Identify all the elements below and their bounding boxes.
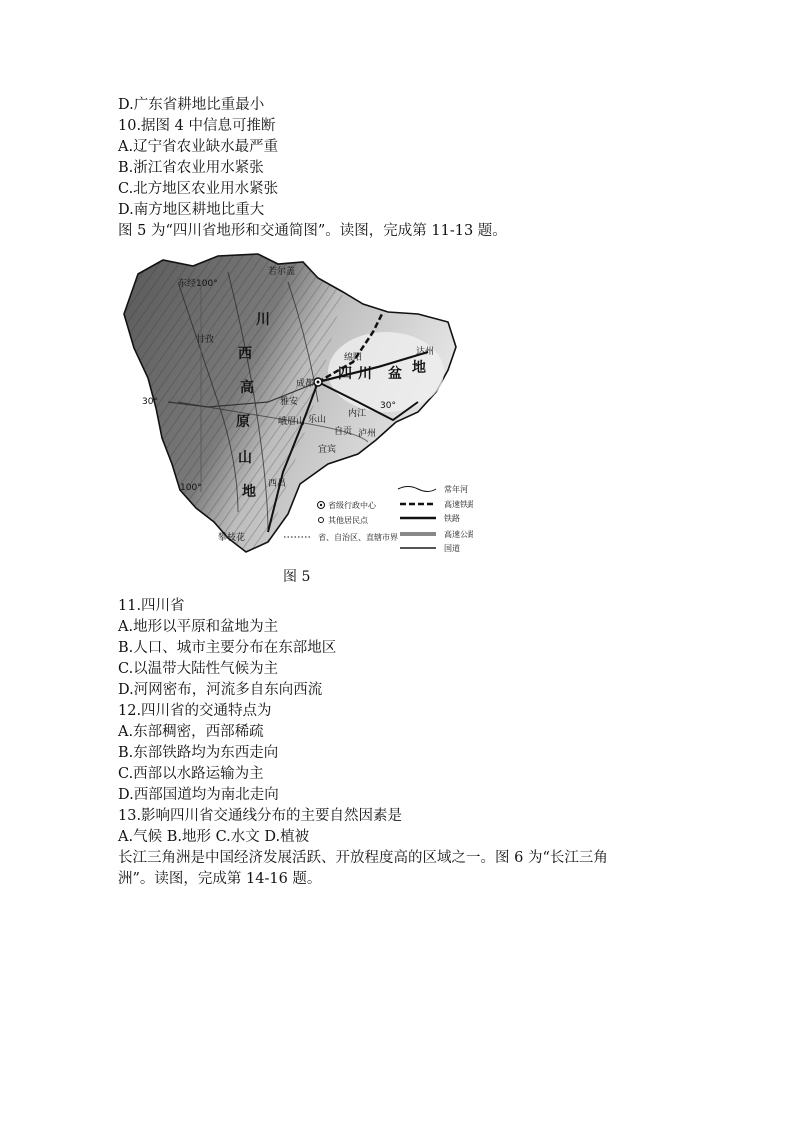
question-11: 11.四川省 (118, 598, 185, 614)
legend-capital: 省级行政中心 (328, 501, 376, 510)
label-lon-100-bottom: 100° (180, 483, 202, 493)
label-mianyang: 绵阳 (344, 353, 363, 363)
q12-option-c: C.西部以水路运输为主 (118, 766, 264, 782)
label-neijiang: 内江 (348, 409, 367, 419)
label-plateau-6: 地 (242, 484, 256, 500)
q11-option-d: D.河网密布，河流多自东向西流 (118, 682, 323, 698)
label-basin-2: 川 (358, 366, 372, 382)
label-plateau-4: 原 (236, 414, 250, 430)
label-chengdu: 成都 (296, 379, 315, 389)
q11-option-a: A.地形以平原和盆地为主 (118, 619, 279, 635)
label-lat-30-left: 30° (142, 397, 158, 407)
legend-river: 常年河 (444, 485, 468, 494)
label-panzhihua: 攀枝花 (218, 533, 246, 543)
legend-rail: 铁路 (444, 514, 460, 523)
question-10: 10.据图 4 中信息可推断 (118, 118, 276, 134)
label-plateau-5: 山 (238, 450, 252, 466)
q11-option-c: C.以温带大陆性气候为主 (118, 661, 279, 677)
legend-settlement: 其他居民点 (328, 516, 368, 525)
label-yibin: 宜宾 (318, 445, 337, 455)
legend-national-road: 国道 (444, 544, 460, 553)
label-lat-30-right: 30° (380, 401, 396, 411)
yangtze-delta-intro-2: 洲”。读图，完成第 14-16 题。 (118, 871, 322, 887)
legend-hsr: 高速铁路 (444, 500, 473, 509)
label-dazhou: 达州 (416, 347, 435, 357)
label-plateau-2: 西 (238, 346, 252, 362)
label-zigong: 自贡 (334, 427, 353, 437)
q10-option-d: D.南方地区耕地比重大 (118, 202, 265, 218)
legend-boundary: 省、自治区、直辖市界 (318, 533, 398, 542)
label-yaan: 雅安 (280, 397, 299, 407)
q10-option-b: B.浙江省农业用水紧张 (118, 160, 264, 176)
question-12: 12.四川省的交通特点为 (118, 703, 272, 719)
q10-option-c: C.北方地区农业用水紧张 (118, 181, 279, 197)
label-leshan: 乐山 (308, 415, 327, 425)
label-zoige: 若尔盖 (268, 267, 296, 277)
label-longitude-100: 东经100° (178, 279, 218, 289)
map-legend (284, 484, 473, 553)
figure-5-intro: 图 5 为“四川省地形和交通简图”。读图，完成第 11-13 题。 (118, 223, 507, 239)
yangtze-delta-intro-1: 长江三角洲是中国经济发展活跃、开放程度高的区域之一。图 6 为“长江三角 (118, 850, 608, 866)
sichuan-terrain-transport-map (118, 252, 473, 556)
label-emeishan: 峨眉山 (278, 417, 306, 427)
option-d-guangdong: D.广东省耕地比重最小 (118, 97, 265, 113)
label-ganzi: 甘孜 (196, 335, 215, 345)
question-13: 13.影响四川省交通线分布的主要自然因素是 (118, 808, 403, 824)
figure-5-caption: 图 5 (283, 569, 311, 585)
map-svg (118, 252, 473, 556)
label-plateau-1: 川 (256, 312, 270, 328)
label-basin-4: 地 (412, 360, 426, 376)
q13-options: A.气候 B.地形 C.水文 D.植被 (118, 829, 310, 845)
q12-option-b: B.东部铁路均为东西走向 (118, 745, 279, 761)
q12-option-a: A.东部稠密，西部稀疏 (118, 724, 264, 740)
q10-option-a: A.辽宁省农业缺水最严重 (118, 139, 279, 155)
legend-expressway: 高速公路 (444, 530, 473, 539)
label-basin-1: 四 (338, 366, 352, 382)
q12-option-d: D.西部国道均为南北走向 (118, 787, 279, 803)
label-luzhou: 泸州 (358, 429, 377, 439)
label-basin-3: 盆 (388, 366, 402, 382)
q11-option-b: B.人口、城市主要分布在东部地区 (118, 640, 337, 656)
label-xichang: 西昌 (268, 479, 287, 489)
label-plateau-3: 高 (240, 380, 254, 396)
